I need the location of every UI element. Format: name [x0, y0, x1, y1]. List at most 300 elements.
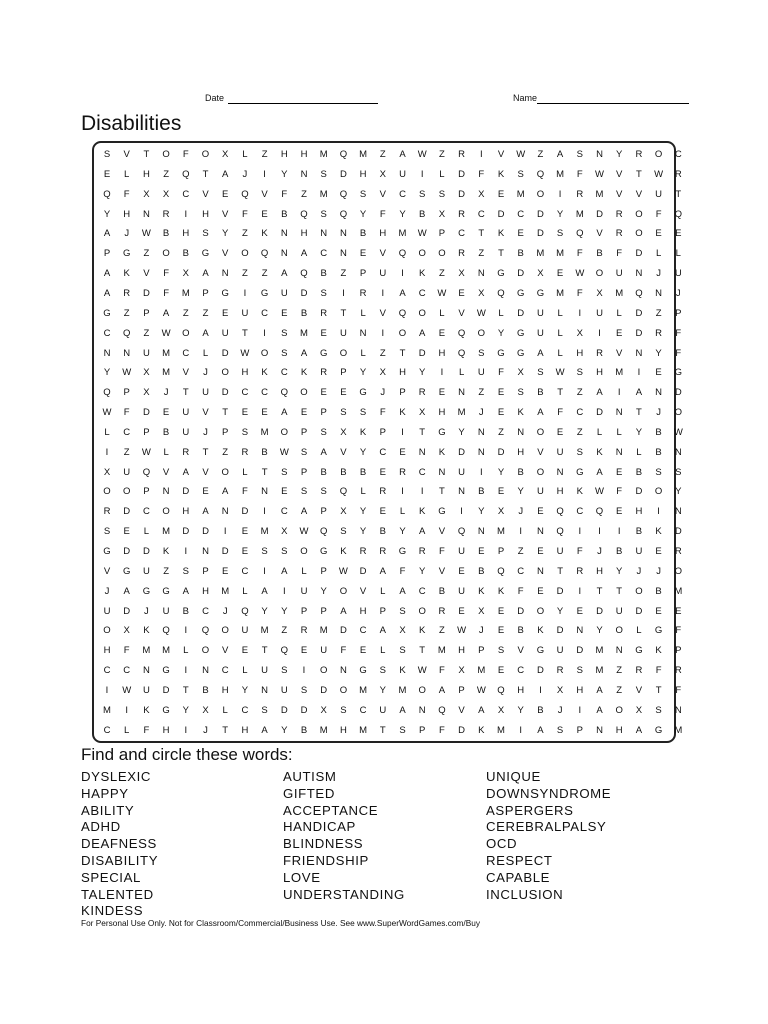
grid-letter: V	[517, 645, 524, 657]
grid-letter: I	[223, 526, 227, 538]
grid-letter: Q	[142, 466, 151, 478]
grid-letter: U	[162, 605, 170, 617]
grid-letter: E	[320, 327, 327, 339]
grid-letter: O	[398, 327, 407, 339]
grid-letter: E	[241, 526, 249, 538]
grid-letter: N	[339, 665, 347, 677]
word-list-item: FRIENDSHIP	[283, 852, 369, 868]
grid-letter: U	[596, 307, 603, 319]
grid-letter: A	[222, 168, 229, 180]
grid-row	[97, 681, 682, 701]
grid-letter: S	[399, 605, 406, 617]
grid-letter: O	[615, 704, 623, 716]
grid-letter: F	[576, 546, 583, 557]
grid-letter: E	[497, 605, 505, 617]
word-list-item: AUTISM	[283, 769, 337, 784]
grid-letter: A	[596, 704, 603, 716]
grid-letter: A	[635, 387, 643, 399]
grid-letter: M	[398, 228, 407, 240]
grid-letter: M	[162, 367, 171, 379]
grid-letter: M	[260, 526, 269, 538]
grid-letter: O	[201, 149, 210, 160]
grid-letter: P	[576, 724, 583, 736]
grid-letter: E	[497, 486, 505, 498]
grid-letter: E	[497, 387, 505, 399]
grid-letter: L	[242, 466, 248, 478]
grid-letter: M	[556, 248, 565, 260]
grid-letter: Y	[222, 228, 229, 240]
grid-letter: F	[438, 546, 445, 557]
grid-row	[97, 264, 682, 284]
grid-letter: P	[340, 367, 347, 379]
grid-letter: N	[320, 228, 328, 240]
grid-letter: B	[320, 268, 327, 280]
grid-letter: R	[418, 546, 426, 557]
grid-letter: F	[340, 645, 347, 657]
grid-letter: O	[162, 506, 170, 518]
grid-letter: I	[342, 287, 345, 299]
grid-letter: O	[674, 565, 682, 577]
grid-letter: Z	[379, 347, 386, 359]
grid-letter: C	[241, 387, 249, 399]
grid-letter: D	[674, 387, 682, 399]
grid-letter: P	[497, 546, 505, 557]
grid-letter: Y	[635, 426, 643, 438]
grid-letter: H	[576, 684, 584, 696]
grid-letter: Y	[497, 466, 505, 478]
grid-letter: W	[122, 684, 132, 696]
grid-letter: D	[339, 625, 347, 637]
grid-letter: H	[399, 367, 406, 379]
grid-letter: D	[142, 546, 150, 557]
grid-letter: D	[182, 526, 190, 538]
grid-letter: O	[615, 625, 623, 637]
grid-letter: J	[478, 407, 484, 419]
grid-letter: S	[202, 228, 209, 240]
grid-letter: N	[556, 466, 564, 478]
grid-letter: H	[635, 506, 643, 518]
grid-letter: Y	[675, 486, 682, 498]
grid-letter: F	[517, 585, 524, 597]
grid-letter: I	[558, 188, 562, 200]
grid-letter: E	[478, 546, 485, 557]
grid-letter: C	[320, 248, 328, 260]
grid-letter: W	[240, 347, 250, 359]
grid-letter: X	[320, 704, 327, 716]
grid-letter: D	[359, 565, 367, 577]
grid-letter: V	[616, 347, 623, 359]
grid-letter: Y	[182, 704, 189, 716]
grid-letter: F	[241, 486, 248, 498]
grid-letter: A	[103, 287, 111, 299]
grid-letter: X	[537, 268, 544, 280]
grid-letter: Z	[438, 268, 445, 280]
grid-letter: G	[516, 287, 525, 299]
word-list-item: DEAFNESS	[81, 836, 157, 852]
grid-letter: C	[477, 208, 485, 220]
grid-letter: I	[401, 426, 404, 438]
grid-letter: V	[379, 188, 386, 200]
grid-letter: E	[379, 506, 386, 518]
grid-letter: V	[103, 565, 111, 577]
grid-letter: G	[162, 704, 170, 716]
grid-letter: N	[300, 168, 308, 180]
grid-letter: A	[300, 248, 308, 260]
grid-letter: J	[222, 605, 228, 617]
word-list-item: DOWNSYNDROME	[486, 785, 612, 801]
grid-letter: U	[123, 466, 131, 478]
grid-letter: C	[517, 565, 525, 577]
grid-letter: E	[458, 605, 465, 617]
grid-letter: F	[576, 168, 583, 180]
grid-letter: J	[242, 168, 248, 180]
grid-letter: Y	[103, 208, 111, 220]
grid-letter: I	[263, 565, 266, 577]
grid-letter: D	[517, 268, 525, 280]
grid-letter: N	[655, 387, 663, 399]
grid-letter: S	[182, 565, 189, 577]
grid-letter: R	[674, 665, 682, 677]
grid-letter: N	[517, 426, 525, 438]
grid-letter: X	[517, 367, 524, 379]
grid-letter: M	[556, 168, 565, 180]
grid-letter: X	[340, 506, 347, 518]
grid-letter: E	[655, 228, 662, 240]
grid-letter: Q	[576, 228, 584, 240]
grid-letter: I	[479, 466, 483, 478]
grid-letter: V	[222, 208, 229, 220]
grid-letter: B	[162, 426, 170, 438]
grid-letter: N	[674, 506, 682, 518]
grid-letter: Z	[241, 268, 248, 280]
grid-row	[97, 701, 682, 721]
grid-letter: O	[477, 327, 485, 339]
grid-letter: B	[359, 466, 367, 478]
grid-letter: L	[616, 307, 622, 319]
grid-letter: G	[319, 546, 328, 557]
grid-letter: U	[556, 645, 564, 657]
grid-letter: Y	[556, 208, 564, 220]
grid-letter: Z	[163, 565, 169, 577]
grid-letter: S	[281, 347, 288, 359]
grid-letter: S	[340, 407, 347, 419]
grid-letter: I	[578, 526, 582, 538]
grid-letter: T	[438, 486, 445, 498]
grid-letter: Z	[281, 625, 288, 637]
grid-letter: W	[654, 168, 664, 180]
grid-letter: M	[615, 367, 624, 379]
grid-letter: H	[103, 645, 111, 657]
grid-letter: M	[319, 625, 328, 637]
grid-letter: G	[497, 268, 505, 280]
grid-letter: L	[124, 724, 130, 736]
grid-letter: F	[675, 625, 682, 637]
grid-letter: M	[319, 188, 328, 200]
grid-letter: D	[635, 605, 643, 617]
grid-letter: G	[516, 347, 525, 359]
grid-letter: E	[222, 565, 229, 577]
grid-letter: R	[359, 287, 367, 299]
grid-letter: F	[399, 565, 406, 577]
grid-letter: D	[458, 168, 466, 180]
grid-letter: D	[674, 526, 682, 538]
grid-letter: X	[458, 665, 465, 677]
grid-letter: A	[419, 327, 426, 339]
grid-letter: A	[596, 684, 603, 696]
grid-letter: U	[536, 307, 544, 319]
grid-letter: V	[182, 367, 189, 379]
grid-letter: Y	[616, 149, 623, 160]
grid-letter: X	[458, 268, 465, 280]
grid-letter: Q	[497, 684, 505, 696]
grid-letter: N	[458, 486, 466, 498]
grid-row	[97, 185, 682, 205]
grid-letter: O	[221, 367, 229, 379]
grid-letter: U	[458, 466, 466, 478]
grid-letter: I	[617, 387, 621, 399]
grid-letter: P	[320, 565, 327, 577]
grid-letter: E	[556, 268, 564, 280]
grid-letter: O	[339, 585, 348, 597]
grid-letter: O	[103, 486, 111, 498]
grid-letter: Q	[457, 327, 466, 339]
grid-letter: L	[458, 367, 465, 379]
grid-letter: Z	[517, 546, 524, 557]
grid-letter: P	[300, 426, 308, 438]
grid-letter: A	[399, 149, 406, 160]
grid-letter: V	[635, 684, 643, 696]
grid-letter: I	[578, 585, 582, 597]
grid-letter: K	[438, 446, 446, 458]
grid-letter: D	[418, 347, 426, 359]
grid-letter: C	[399, 188, 406, 200]
grid-row	[97, 721, 683, 741]
grid-letter: W	[102, 407, 112, 419]
word-list-item: ADHD	[81, 819, 121, 835]
grid-letter: D	[635, 307, 643, 319]
grid-letter: I	[184, 724, 188, 736]
name-label: Name	[513, 93, 538, 103]
grid-letter: O	[654, 149, 663, 160]
grid-letter: I	[420, 486, 424, 498]
grid-letter: O	[595, 268, 604, 280]
grid-letter: S	[281, 665, 288, 677]
grid-letter: X	[399, 625, 406, 637]
grid-letter: L	[242, 149, 248, 160]
grid-letter: H	[221, 684, 229, 696]
grid-letter: N	[477, 268, 485, 280]
grid-letter: D	[182, 486, 190, 498]
grid-letter: I	[598, 327, 601, 339]
grid-letter: U	[142, 684, 150, 696]
grid-letter: G	[103, 307, 111, 319]
grid-letter: U	[280, 684, 288, 696]
grid-letter: T	[635, 407, 642, 419]
grid-letter: A	[261, 724, 268, 736]
name-field-line	[537, 103, 689, 104]
grid-letter: Z	[537, 149, 544, 160]
grid-letter: R	[458, 208, 466, 220]
grid-letter: K	[517, 407, 524, 419]
grid-letter: A	[379, 625, 386, 637]
grid-letter: U	[202, 387, 209, 399]
grid-letter: A	[300, 506, 308, 518]
word-list-item: LOVE	[283, 869, 321, 885]
grid-letter: E	[399, 446, 406, 458]
grid-letter: D	[497, 446, 505, 458]
word-list-item: KINDESS	[81, 903, 144, 919]
grid-letter: V	[458, 307, 465, 319]
grid-letter: N	[202, 546, 209, 557]
grid-letter: T	[616, 585, 623, 597]
grid-letter: Z	[123, 307, 130, 319]
grid-letter: C	[418, 466, 426, 478]
grid-letter: D	[300, 287, 308, 299]
grid-letter: V	[438, 526, 446, 538]
grid-letter: D	[517, 307, 525, 319]
grid-letter: M	[497, 724, 505, 736]
grid-letter: E	[340, 387, 347, 399]
grid-letter: X	[379, 367, 386, 379]
grid-letter: S	[241, 426, 249, 438]
grid-letter: H	[576, 347, 584, 359]
grid-letter: D	[339, 168, 347, 180]
grid-letter: E	[241, 407, 249, 419]
grid-letter: U	[142, 565, 150, 577]
grid-row	[97, 443, 682, 463]
grid-letter: T	[241, 327, 248, 339]
grid-letter: F	[498, 367, 504, 379]
grid-letter: N	[596, 149, 603, 160]
grid-row	[97, 205, 682, 225]
grid-letter: I	[263, 168, 266, 180]
grid-letter: B	[596, 248, 603, 260]
grid-letter: J	[597, 546, 602, 557]
grid-letter: A	[202, 327, 209, 339]
grid-letter: W	[141, 446, 151, 458]
grid-letter: A	[399, 585, 406, 597]
grid-letter: S	[103, 526, 111, 538]
grid-letter: D	[202, 526, 209, 538]
grid-letter: E	[359, 248, 367, 260]
grid-letter: M	[497, 526, 505, 538]
grid-letter: H	[182, 228, 190, 240]
grid-letter: S	[320, 486, 327, 498]
grid-letter: T	[635, 168, 642, 180]
grid-letter: E	[497, 188, 505, 200]
grid-letter: D	[221, 347, 229, 359]
grid-letter: I	[282, 585, 286, 597]
grid-letter: P	[379, 605, 386, 617]
grid-letter: S	[478, 347, 485, 359]
grid-letter: Q	[300, 208, 308, 220]
grid-letter: K	[261, 228, 268, 240]
grid-letter: V	[222, 248, 229, 260]
grid-letter: T	[557, 565, 563, 577]
grid-letter: U	[556, 546, 564, 557]
grid-row	[97, 224, 682, 244]
grid-letter: M	[162, 526, 171, 538]
grid-letter: T	[202, 168, 209, 180]
grid-letter: O	[635, 585, 643, 597]
grid-letter: R	[182, 446, 190, 458]
grid-letter: B	[359, 228, 367, 240]
grid-letter: F	[379, 208, 386, 220]
grid-letter: J	[203, 367, 208, 379]
grid-letter: X	[222, 149, 229, 160]
word-list-column-3	[486, 769, 611, 903]
grid-letter: E	[556, 426, 564, 438]
grid-letter: M	[181, 287, 190, 299]
grid-letter: K	[419, 268, 426, 280]
grid-letter: A	[537, 347, 544, 359]
grid-letter: B	[517, 248, 524, 260]
grid-letter: O	[536, 426, 545, 438]
grid-letter: N	[674, 446, 682, 458]
grid-letter: Y	[517, 704, 524, 716]
grid-letter: C	[517, 208, 525, 220]
grid-letter: C	[576, 407, 584, 419]
grid-letter: E	[655, 605, 662, 617]
grid-letter: F	[616, 248, 623, 260]
grid-letter: N	[418, 704, 426, 716]
grid-letter: K	[300, 367, 308, 379]
grid-letter: M	[398, 684, 407, 696]
grid-letter: I	[401, 268, 404, 280]
grid-letter: O	[280, 426, 288, 438]
grid-letter: C	[241, 704, 249, 716]
grid-letter: R	[123, 287, 131, 299]
grid-letter: C	[182, 188, 190, 200]
grid-row	[97, 602, 682, 622]
grid-letter: E	[241, 645, 249, 657]
grid-letter: H	[458, 645, 466, 657]
grid-letter: H	[359, 168, 367, 180]
grid-letter: R	[320, 307, 328, 319]
grid-letter: A	[202, 506, 209, 518]
grid-letter: A	[281, 268, 288, 280]
grid-letter: Z	[576, 426, 583, 438]
grid-letter: D	[635, 327, 643, 339]
grid-letter: O	[536, 466, 545, 478]
grid-letter: U	[280, 287, 288, 299]
grid-letter: B	[182, 248, 189, 260]
grid-letter: E	[458, 287, 465, 299]
grid-letter: U	[103, 605, 111, 617]
grid-letter: A	[379, 565, 386, 577]
word-list-column-2	[283, 769, 405, 903]
grid-letter: C	[359, 704, 367, 716]
grid-letter: M	[437, 645, 446, 657]
grid-letter: C	[418, 585, 426, 597]
grid-letter: T	[675, 188, 682, 200]
grid-letter: P	[320, 407, 327, 419]
grid-letter: O	[536, 188, 545, 200]
grid-letter: H	[438, 347, 446, 359]
grid-letter: D	[635, 486, 643, 498]
grid-letter: H	[241, 367, 249, 379]
grid-letter: F	[438, 724, 445, 736]
grid-letter: Y	[478, 506, 485, 518]
grid-letter: M	[103, 704, 111, 716]
grid-letter: N	[339, 248, 347, 260]
grid-letter: U	[320, 645, 328, 657]
grid-letter: U	[635, 546, 643, 557]
grid-letter: O	[162, 149, 170, 160]
grid-letter: L	[380, 585, 386, 597]
grid-letter: S	[675, 466, 682, 478]
grid-letter: G	[359, 387, 367, 399]
